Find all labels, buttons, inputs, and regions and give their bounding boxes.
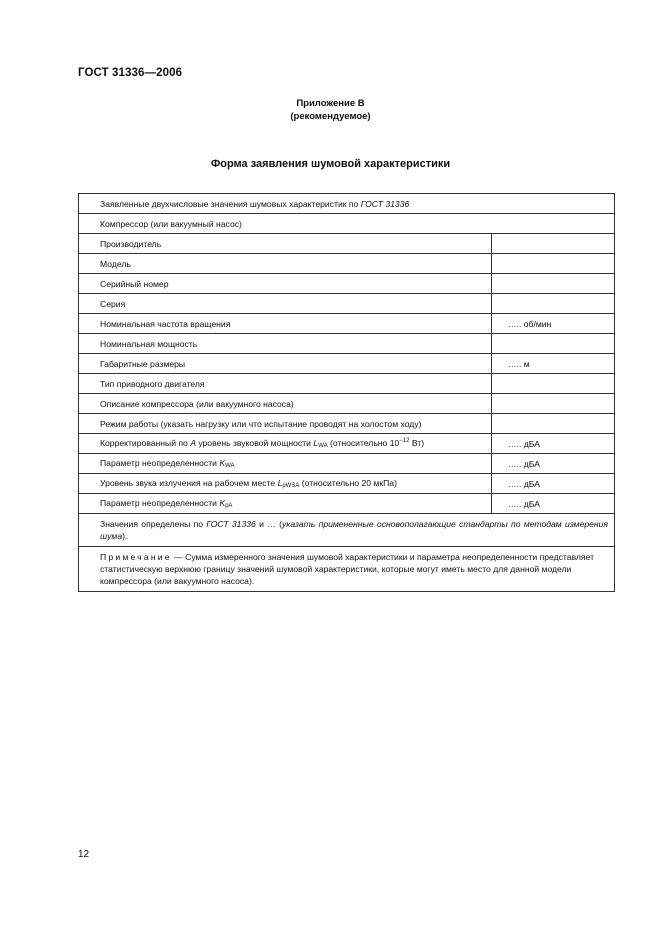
- label-text: Параметр неопределенности: [100, 498, 220, 508]
- exponent: −12: [399, 438, 410, 444]
- row-label: Серийный номер: [79, 274, 492, 294]
- gost-reference: ГОСТ 31336: [360, 198, 410, 209]
- symbol-L: L: [277, 478, 283, 488]
- symbol-subscript: pWSA: [282, 483, 300, 489]
- form-row: [79, 194, 615, 214]
- row-value: [492, 294, 615, 314]
- frequency-weighting: A: [190, 438, 196, 448]
- form-row: [79, 374, 615, 394]
- label-text: ).: [122, 531, 128, 541]
- form-row: [79, 474, 615, 494]
- gost-reference: ГОСТ 31336: [206, 519, 256, 529]
- row-label: [79, 194, 615, 214]
- form-row: [79, 254, 615, 274]
- form-row: [79, 314, 615, 334]
- form-title: Форма заявления шумовой характеристики: [210, 158, 451, 170]
- row-label: Режим работы (указать нагрузку или что испытание проводят на холостом ходу): [79, 414, 492, 434]
- note-cell: [79, 547, 615, 592]
- form-row: [79, 494, 615, 514]
- form-row: [79, 234, 615, 254]
- form-row: [79, 334, 615, 354]
- row-value: [492, 394, 615, 414]
- row-value: ….. дБА: [492, 494, 615, 514]
- form-row: [79, 214, 615, 234]
- form-row: [79, 394, 615, 414]
- annex-status: (рекомендуемое): [290, 111, 371, 122]
- form-row: [79, 547, 615, 592]
- row-value: [492, 234, 615, 254]
- label-text: Значения определены по: [100, 519, 207, 529]
- form-row: [79, 514, 615, 547]
- label-text: Параметр неопределенности: [100, 458, 220, 468]
- instruction-text: указать примененные основополагающие стандарты по методам измерения шума: [100, 519, 609, 541]
- form-row: [79, 354, 615, 374]
- row-value: [492, 274, 615, 294]
- symbol-subscript: WA: [225, 463, 235, 469]
- row-value: [492, 414, 615, 434]
- declared-values-prefix: Заявленные двухчисловые значения шумовых характеристик по: [100, 198, 361, 209]
- label-text: (относительно 20 мкПа): [299, 478, 397, 488]
- row-label: [79, 454, 492, 474]
- annex-title: Приложение В: [296, 98, 365, 109]
- symbol-subscript: WA: [318, 443, 328, 449]
- values-determined-cell: [79, 514, 615, 547]
- row-label: Серия: [79, 294, 492, 314]
- row-label: [79, 494, 492, 514]
- row-value: [492, 374, 615, 394]
- symbol-K: K: [219, 458, 226, 468]
- row-label: Модель: [79, 254, 492, 274]
- symbol-L: L: [313, 438, 319, 448]
- note-text: — Сумма измеренного значения шумовой характеристики и параметра неопределенности представляет статистическую верхнюю границу значений шумовой характеристики, которые могут иметь место для данной модели компрессора (или вакуумного насоса).: [100, 552, 595, 586]
- form-row: [79, 454, 615, 474]
- row-value: [492, 334, 615, 354]
- row-label: Тип приводного двигателя: [79, 374, 492, 394]
- row-label: Производитель: [79, 234, 492, 254]
- label-text: Вт): [409, 438, 425, 448]
- row-label: Габаритные размеры: [79, 354, 492, 374]
- label-text: Уровень звука излучения на рабочем месте: [100, 478, 278, 488]
- row-label: [79, 474, 492, 494]
- label-text: уровень звуковой мощности: [195, 438, 314, 448]
- row-label: Номинальная частота вращения: [79, 314, 492, 334]
- row-label: Номинальная мощность: [79, 334, 492, 354]
- row-label: Описание компрессора (или вакуумного насоса): [79, 394, 492, 414]
- note-label: Примечание: [100, 552, 172, 562]
- row-value: ….. дБА: [492, 474, 615, 494]
- page-number: 12: [78, 849, 90, 860]
- row-value: ….. об/мин: [492, 314, 615, 334]
- row-value: [492, 254, 615, 274]
- form-row: [79, 274, 615, 294]
- form-row: [79, 434, 615, 454]
- form-row: [79, 414, 615, 434]
- annex-heading: [0, 97, 661, 123]
- symbol-K: K: [219, 498, 226, 508]
- row-label: Компрессор (или вакуумный насос): [79, 214, 615, 234]
- noise-declaration-form: [78, 193, 615, 592]
- label-text: (относительно 10: [327, 438, 400, 448]
- row-value: ….. дБА: [492, 434, 615, 454]
- label-text: и … (: [255, 519, 282, 529]
- symbol-subscript: pA: [225, 503, 233, 509]
- label-text: Корректированный по: [100, 438, 191, 448]
- row-value: ….. дБА: [492, 454, 615, 474]
- form-row: [79, 294, 615, 314]
- row-label: [79, 434, 492, 454]
- standard-header: ГОСТ 31336—2006: [78, 67, 183, 79]
- row-value: ….. м: [492, 354, 615, 374]
